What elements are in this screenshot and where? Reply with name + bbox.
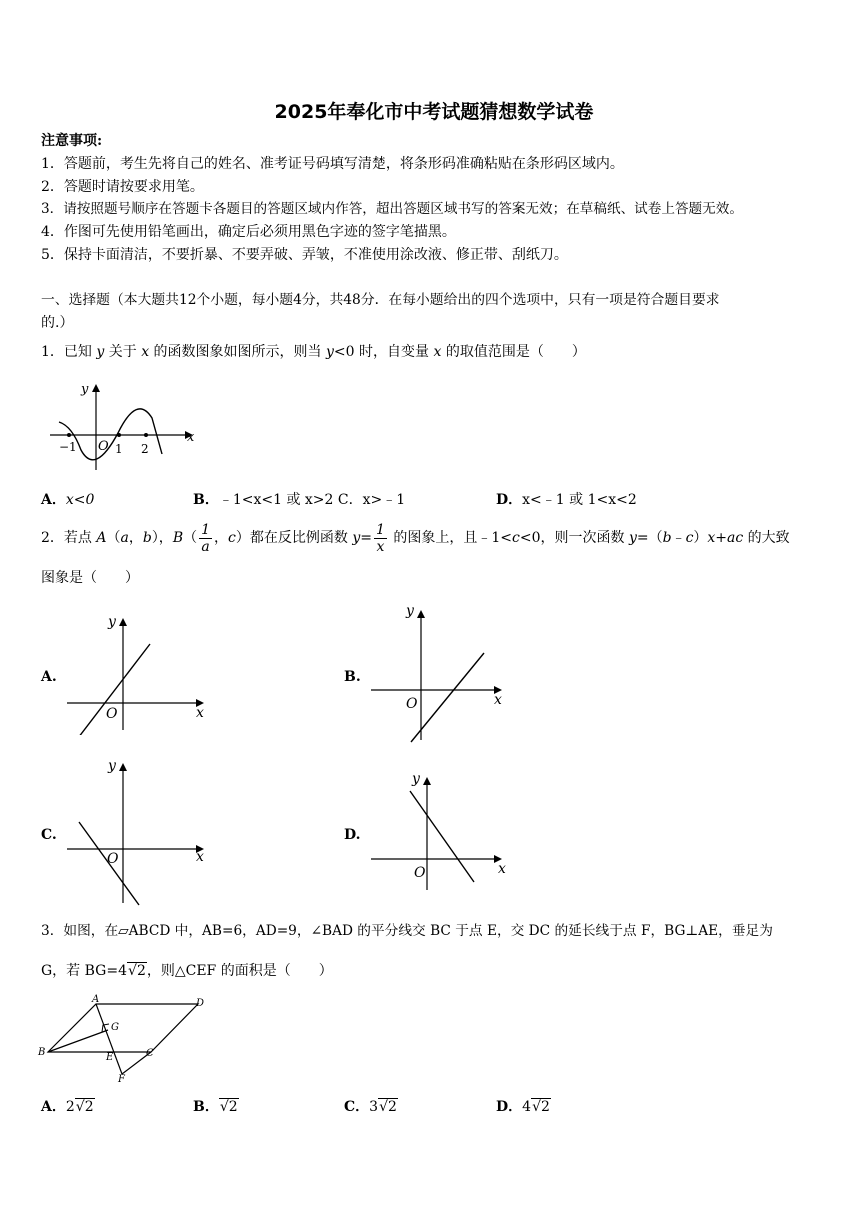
question-1-option-b-c[interactable]: B．﹣1<x<1 或 x>2 C．x>﹣1 [193, 492, 406, 508]
graph1-origin-label: O [98, 439, 109, 454]
question-2-stem: 2．若点 A（a，b），B（ $\frac{1}{a}$ ，c）都在反比例函数 y= $\frac{1}{x}$ 的图象上，且﹣1<c<0，则一次函数 y=（b﹣c）x+ac 的大致 [41, 521, 790, 555]
svg-text:y: y [406, 603, 414, 619]
svg-text:A: A [92, 994, 100, 1005]
section-header-line1: 一、选择题（本大题共12个小题，每小题4分，共48分．在每小题给出的四个选项中，只有一项是符合题目要求 [41, 292, 720, 308]
svg-text:x: x [494, 692, 502, 708]
fraction-1-over-a: $\frac{1}{a}$ [201, 521, 211, 555]
question-3-option-d[interactable]: D．4√2 [496, 1099, 550, 1115]
notes-heading: 注意事项: [41, 133, 103, 149]
svg-text:E: E [106, 1052, 114, 1063]
question-3-stem-line1: 3．如图，在▱ABCD 中，AB=6，AD=9，∠BAD 的平分线交 BC 于点 E，交 DC 的延长线于点 F，BG⊥AE，垂足为 [41, 923, 773, 939]
svg-text:y: y [108, 758, 116, 774]
question-3-parallelogram-figure [36, 992, 216, 1084]
question-2-option-a-label[interactable]: A. [41, 669, 57, 685]
question-2-option-c-label[interactable]: C. [41, 827, 57, 843]
svg-text:y: y [108, 614, 116, 630]
svg-text:y: y [412, 771, 420, 787]
question-2-option-b-label[interactable]: B. [344, 669, 361, 685]
svg-text:x: x [196, 705, 204, 721]
fraction-1-over-x: $\frac{1}{x}$ [375, 521, 385, 555]
graph1-tick-minus1: −1 [59, 440, 77, 454]
question-1-stem: 1．已知 y 关于 x 的函数图象如图所示，则当 y<0 时，自变量 x 的取值范围是（ ） [41, 344, 586, 360]
note-item-5: 5．保持卡面清洁，不要折暴、不要弄破、弄皱，不准使用涂改液、修正带、刮纸刀。 [41, 247, 568, 263]
question-1-option-d[interactable]: D．x<﹣1 或 1<x<2 [496, 492, 637, 508]
note-item-4: 4．作图可先使用铅笔画出，确定后必须用黑色字迹的签字笔描黑。 [41, 224, 456, 240]
graph1-x-label: x [187, 430, 195, 445]
question-2-graph-d[interactable] [366, 765, 516, 895]
svg-text:F: F [118, 1074, 125, 1084]
graph1-y-label: y [81, 382, 89, 397]
graph1-tick-2: 2 [141, 442, 149, 456]
question-2-graph-c[interactable] [62, 755, 212, 910]
svg-text:B: B [38, 1047, 46, 1058]
question-3-stem-line2: G，若 BG=4√2，则△CEF 的面积是（ ） [41, 963, 333, 979]
svg-text:O: O [106, 706, 118, 722]
question-1-option-a[interactable]: A．x<0 [41, 492, 95, 508]
question-3-option-c[interactable]: C．3√2 [344, 1099, 397, 1115]
svg-text:O: O [107, 851, 119, 867]
svg-text:G: G [111, 1022, 119, 1033]
graph1-tick-1: 1 [115, 442, 123, 456]
question-3-option-a[interactable]: A．2√2 [41, 1099, 94, 1115]
note-item-3: 3．请按照题号顺序在答题卡各题目的答题区域内作答，超出答题区域书写的答案无效；在草稿纸、试卷上答题无效。 [41, 201, 743, 217]
page-title: 2025年奉化市中考试题猜想数学试卷 [274, 101, 594, 123]
note-item-1: 1．答题前，考生先将自己的姓名、准考证号码填写清楚，将条形码准确粘贴在条形码区域内。 [41, 156, 624, 172]
question-2-graph-b[interactable] [366, 600, 516, 745]
svg-text:D: D [196, 998, 205, 1009]
svg-text:C: C [146, 1048, 154, 1059]
svg-text:x: x [498, 861, 506, 877]
question-2-stem-line2: 图象是（ ） [41, 570, 139, 586]
question-2-option-d-label[interactable]: D. [344, 827, 361, 843]
note-item-2: 2．答题时请按要求用笔。 [41, 179, 204, 195]
svg-text:O: O [406, 696, 418, 712]
svg-text:x: x [196, 849, 204, 865]
question-2-graph-a[interactable] [62, 610, 212, 735]
svg-text:O: O [414, 865, 426, 881]
question-3-option-b[interactable]: B．√2 [193, 1099, 238, 1115]
question-1-graph [45, 378, 205, 474]
section-header-line2: 的.） [41, 315, 74, 331]
sqrt-symbol: √2 [128, 963, 146, 979]
